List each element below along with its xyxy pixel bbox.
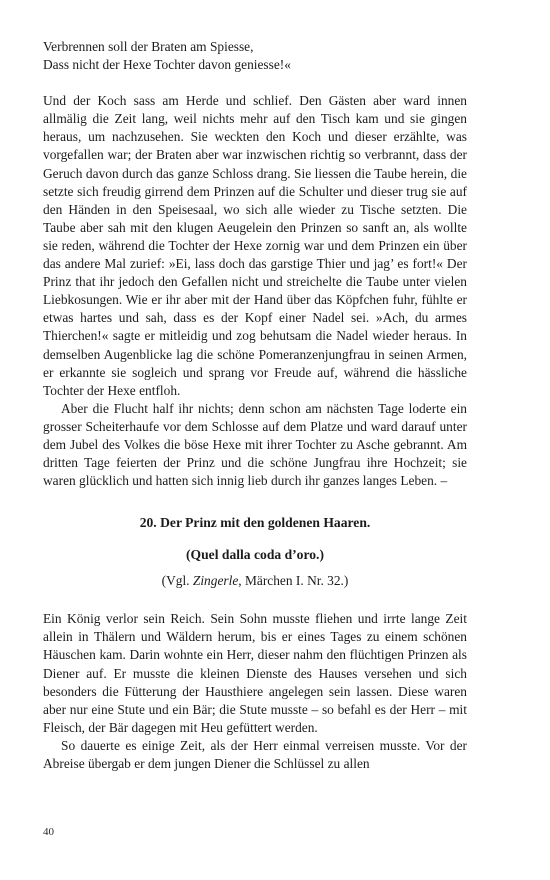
chapter-paragraph-1: Ein König verlor sein Reich. Sein Sohn musste fliehen und irrte lange Zeit allein in Thälern und Wäldern herum, bis er eines Tages zu einem schönen Häuschen kam. Darin wohnte ein Herr, dieser nahm den flüchtigen Prinzen als Diener auf. Er musste die kleinen Dienste des Hauses versehen und sich besonders die Fütterung der Hausthiere angelegen sein lassen. Diese waren aber nur eine Stute und ein Bär; die Stute musste – so befahl es der Herr – mit Fleisch, der Bär dagegen mit Heu gefüttert werden. (43, 611, 467, 735)
book-page (43, 38, 467, 773)
reference-prefix: (Vgl. (161, 573, 193, 589)
verse-line-2: Dass nicht der Hexe Tochter davon geniesse!« (43, 57, 291, 73)
chapter-reference (43, 572, 467, 590)
verse-block (43, 38, 467, 74)
story-paragraph-2: Aber die Flucht half ihr nichts; denn schon am nächsten Tage loderte ein grosser Scheiterhaufe vor dem Schlosse auf dem Platze und ward darauf unter dem Jubel des Volkes die böse Hexe mit ihrer Tochter zu Asche gebrannt. Am dritten Tage feierten der Prinz und die schöne Jungfrau ihre Hochzeit; sie waren glücklich und hatten sich innig lieb durch ihr ganzes langes Leben. – (43, 400, 467, 489)
reference-author: Zingerle (192, 573, 239, 589)
chapter-title: 20. Der Prinz mit den goldenen Haaren. (139, 515, 371, 531)
chapter-paragraph-2: So dauerte es einige Zeit, als der Herr einmal verreisen musste. Vor der Abreise übergab er dem jungen Diener die Schlüssel zu allen (43, 737, 467, 771)
story-paragraph-1: Und der Koch sass am Herde und schlief. Den Gästen aber ward innen allmälig die Zeit lang, weil nichts mehr auf den Tisch kam und sie gingen heraus, um nachzusehen. Sie weckten den Koch und dieser erzählte, was vorgefallen war; der Braten aber war inzwischen richtig so verbrannt, dass der Geruch davon durch das ganze Schloss drang. Sie liessen die Taube herein, die setzte sich freudig girrend dem Prinzen auf die Schulter und dieser trug sie auf den Händen in den Speisesaal, wo sich alle wieder zu Tische setzten. Die Taube aber sah mit den klugen Aeugelein den Prinzen so sanft an, als wollte sie reden, während die Tochter der Hexe zornig war und dem Prinzen ein über das andere Mal zurief: »Ei, lass doch das garstige Thier und jag’ es fort!« Der Prinz that ihr jedoch den Gefallen nicht und streichelte die Taube unter vielen Liebkosungen. Wie er ihr aber mit der Hand über das Köpfchen fuhr, fühlte er etwas hartes und sah, dass es der Kopf einer Nadel sei. »Ach, du armes Thierchen!« sagte er mitleidig und zog behutsam die Nadel wieder heraus. In demselben Augenblicke lag die schöne Pomeranzenjungfrau in seinen Armen, er erkannte sie sogleich und sprang vor Freude auf, während die hässliche Tochter der Hexe entfloh. (43, 93, 467, 398)
chapter-body (43, 610, 467, 773)
chapter-subtitle: (Quel dalla coda d’oro.) (186, 547, 324, 563)
verse-line-1: Verbrennen soll der Braten am Spiesse, (43, 39, 254, 54)
reference-suffix: , Märchen I. Nr. 32.) (238, 573, 349, 589)
page-number: 40 (43, 826, 54, 838)
